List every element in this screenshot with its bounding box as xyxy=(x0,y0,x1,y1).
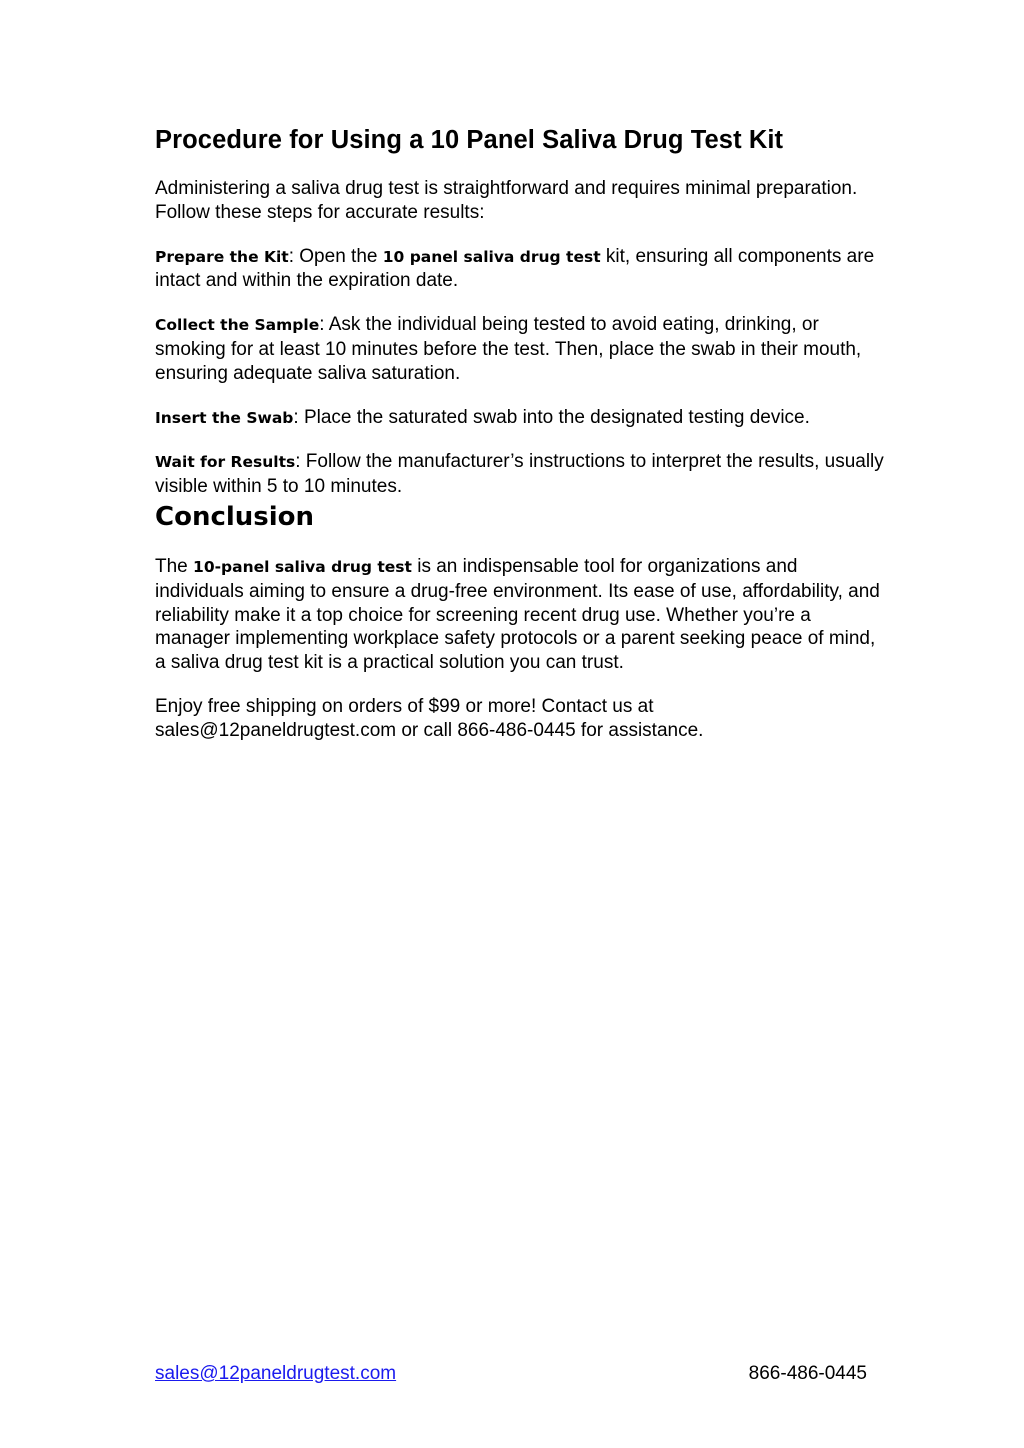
conclusion-strong-text: 10-panel saliva drug test xyxy=(193,557,412,576)
step-label: Wait for Results xyxy=(155,453,296,472)
step-prepare-kit xyxy=(155,245,885,294)
step-text: : Place the saturated swab into the designated testing device. xyxy=(293,406,810,428)
step-label: Insert the Swab xyxy=(155,408,294,427)
step-text: : Ask the individual being tested to avoid eating, drinking, or smoking for at least 10 minutes before the test. Then, place the swab in their mouth, ensuring adequate saliva saturation. xyxy=(155,314,862,384)
footer-email-link[interactable]: sales@12paneldrugtest.com xyxy=(155,1363,397,1384)
conclusion-text: is an indispensable tool for organizations and individuals aiming to ensure a drug-free environment. Its ease of use, affordability, and reliability make it a top choice for screening recent drug use. Whether you’re a manager implementing workplace safety protocols or a parent seeking peace of mind, a saliva drug test kit is a practical solution you can trust. xyxy=(155,555,880,674)
document-body xyxy=(155,122,885,743)
step-text: : Follow the manufacturer’s instructions to interpret the results, usually visible within 5 to 10 minutes. xyxy=(155,451,884,498)
intro-paragraph: Administering a saliva drug test is straightforward and requires minimal preparation. Follow these steps for accurate results: xyxy=(155,178,858,223)
page-title: Procedure for Using a 10 Panel Saliva Drug Test Kit xyxy=(155,126,784,154)
step-text: kit, ensuring all components are intact and within the expiration date. xyxy=(155,245,875,292)
conclusion-text: The xyxy=(155,555,194,577)
step-label: Prepare the Kit xyxy=(155,247,289,266)
step-label: Collect the Sample xyxy=(155,316,320,335)
step-wait-results xyxy=(155,450,885,499)
step-collect-sample xyxy=(155,313,885,385)
step-text: : Open the xyxy=(288,245,383,267)
conclusion-paragraph xyxy=(155,555,885,675)
conclusion-heading: Conclusion xyxy=(155,501,315,532)
step-strong-text: 10 panel saliva drug test xyxy=(382,247,601,266)
step-insert-swab xyxy=(155,406,885,431)
contact-paragraph: Enjoy free shipping on orders of $99 or more! Contact us at sales@12paneldrugtest.com or call 866-486-0445 for assistance. xyxy=(155,695,704,741)
footer-phone: 866-486-0445 xyxy=(748,1363,867,1384)
